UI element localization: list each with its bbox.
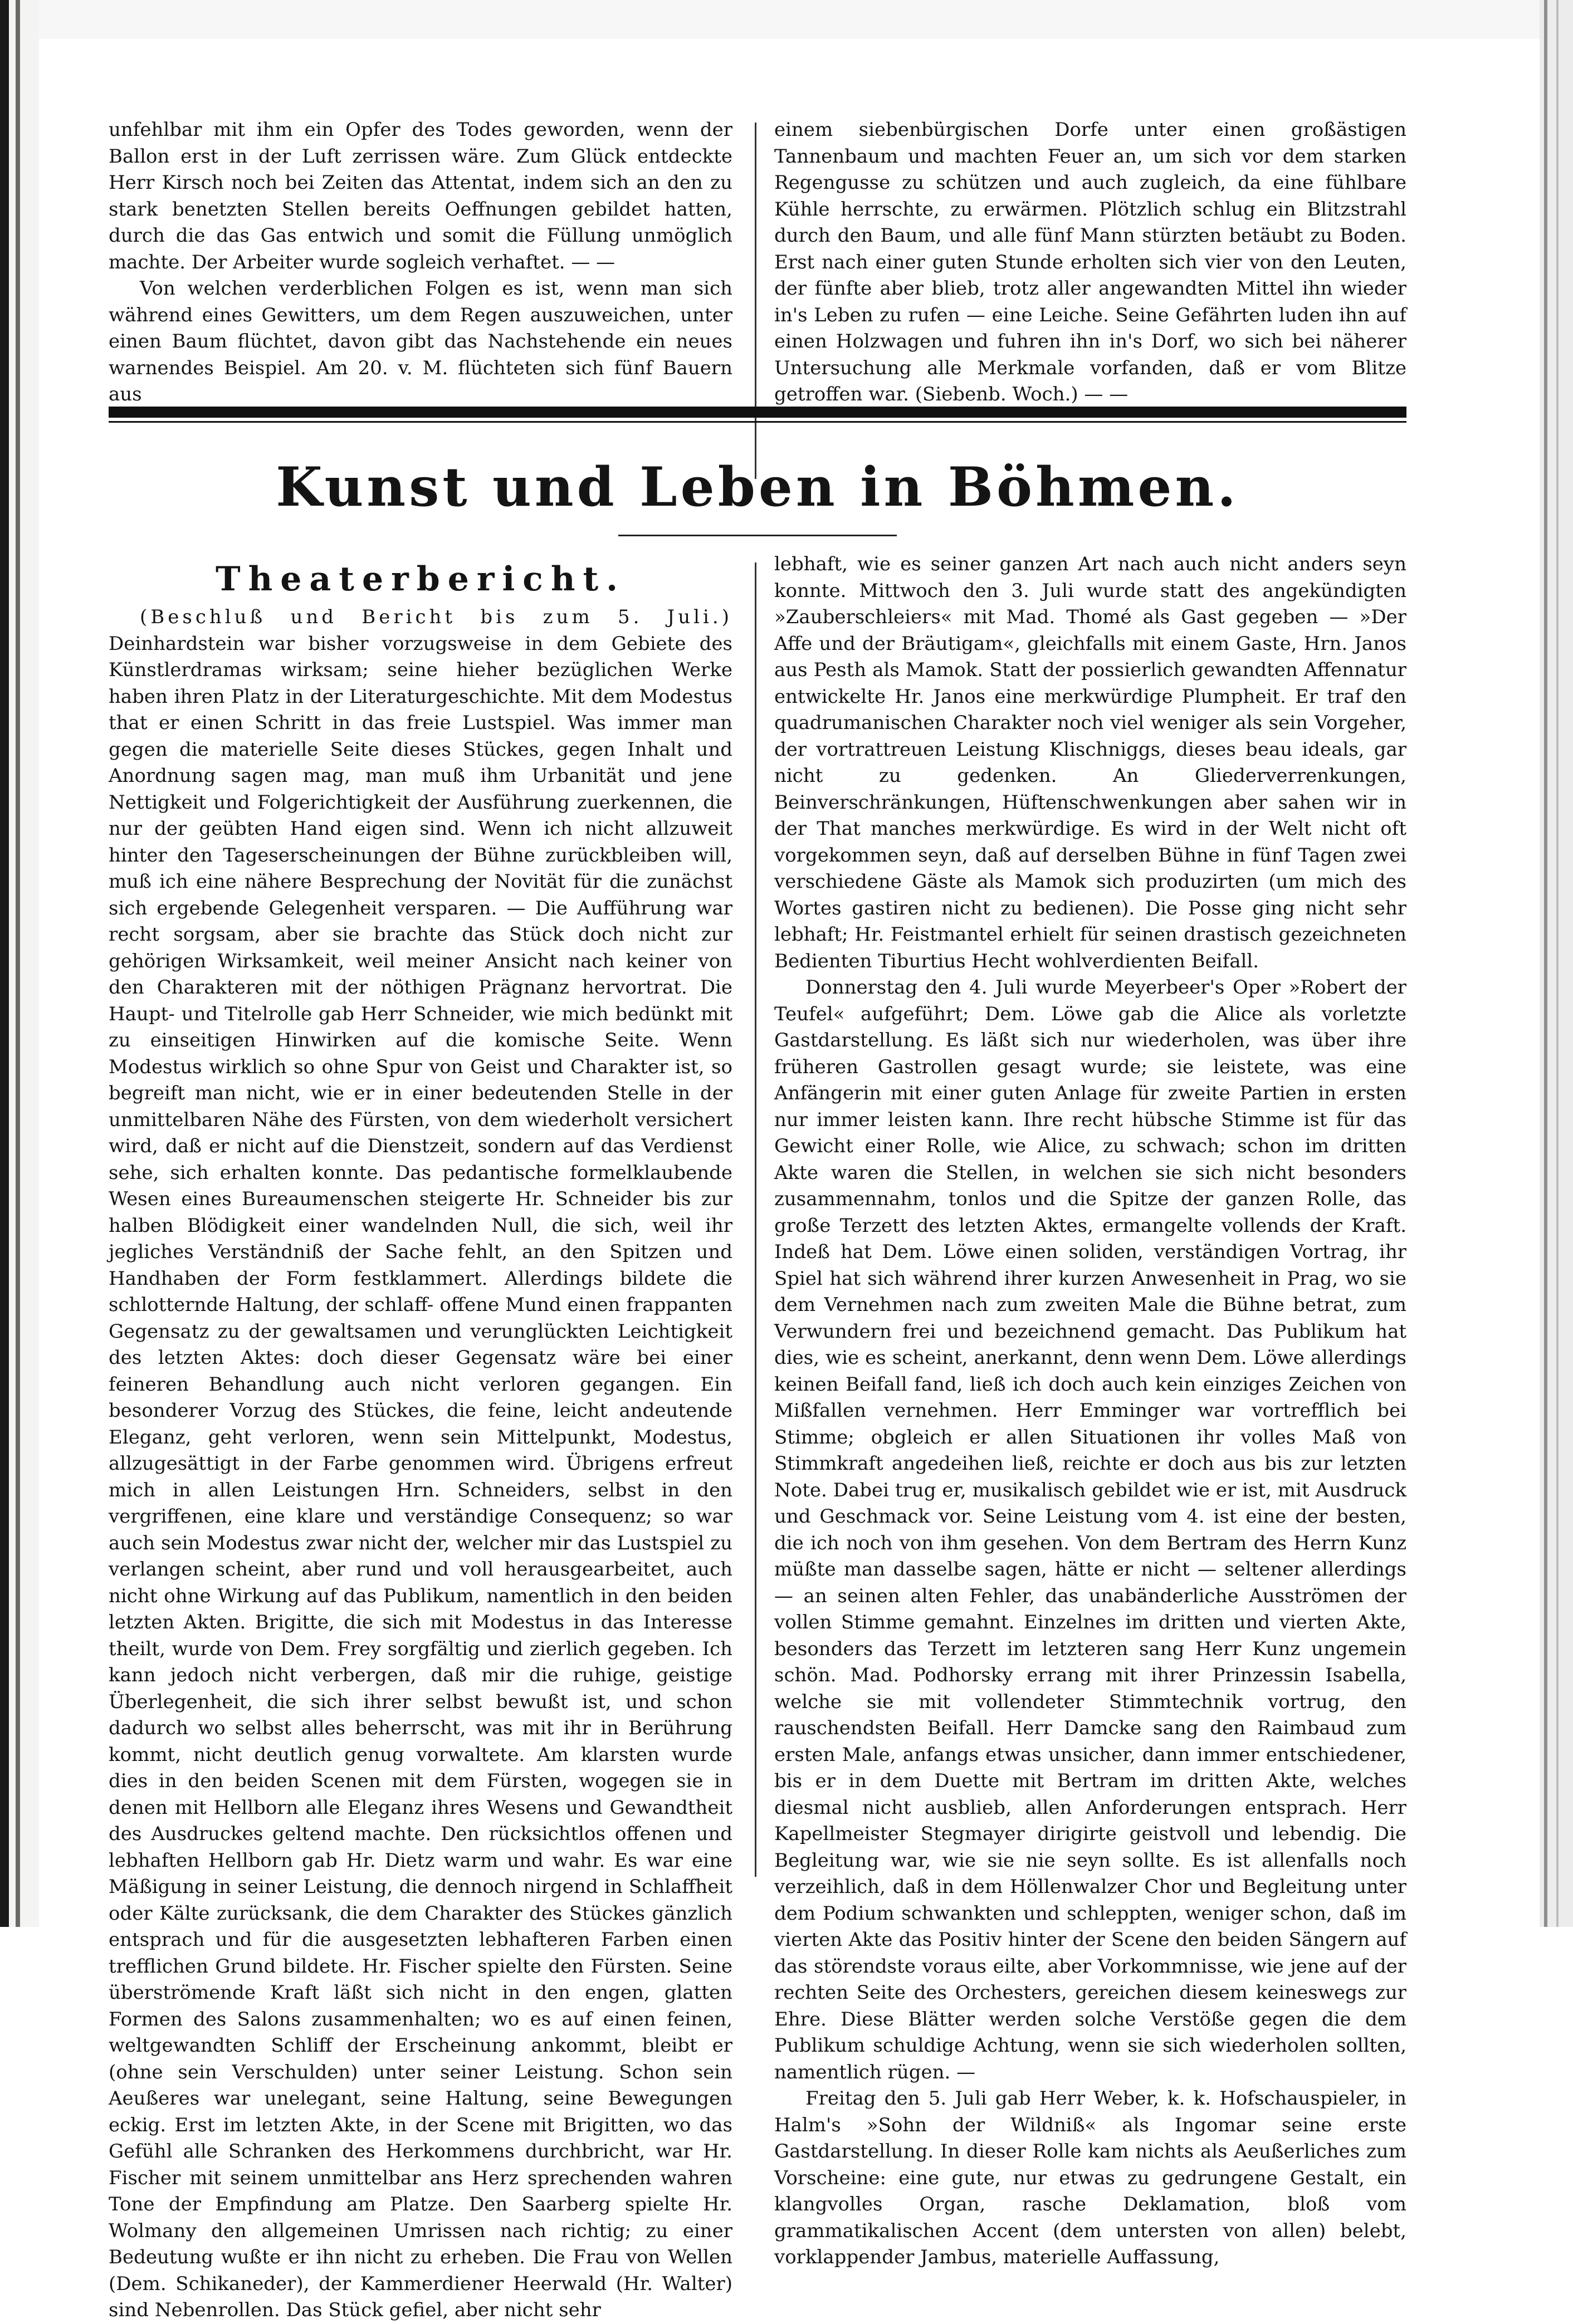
top-left-paragraph-1: unfehlbar mit ihm ein Opfer des Todes geworden, wenn der Ballon erst in der Luft zerrissen wäre. Zum Glück entdeckte Herr Kirsch noch bei Zeiten das Attentat, indem sich an den zu stark benetzten Stellen bereits Oeffnungen gebildet hatten, durch die das Gas entwich und somit die Füllung unmöglich machte. Der Arbeiter wurde sogleich verhaftet. — — (109, 119, 732, 273)
article-right-paragraph-1: lebhaft, wie es seiner ganzen Art nach auch nicht anders seyn konnte. Mittwoch den 3. Juli wurde statt des angekündigten »Zauberschleiers« mit Mad. Thomé als Gast gegeben — »Der Affe und der Bräutigam«, gleichfalls mit einem Gaste, Hrn. Janos aus Pesth als Mamok. Statt der possierlich gewandten Affennatur entwickelte Hr. Janos eine merkwürdige Plumpheit. Er traf den quadrumanischen Charakter noch viel weniger als sein Vorgeher, der vortrattreuen Leistung Klischniggs, dieses beau ideals, gar nicht zu gedenken. An Gliederverrenkungen, Beinverschränkungen, Hüftenschwenkungen aber sahen wir in der That manches merkwürdige. Es wird in der Welt nicht oft vorgekommen seyn, daß auf derselben Bühne in fünf Tagen zwei verschiedene Gäste als Mamok sich produzirten (um mich des Wortes gastiren nicht zu bedienen). Die Posse ging nicht sehr lebhaft; Hr. Feistmantel erhielt für seinen drastisch gezeichneten Bedienten Tiburtius Hecht wohlverdienten Beifall. (774, 553, 1406, 972)
article-left-paragraph (109, 604, 732, 2324)
section-rule (109, 407, 1406, 423)
article-right-paragraph-2: Donnerstag den 4. Juli wurde Meyerbeer's Oper »Robert der Teufel« aufgeführt; Dem. Löwe gab die Alice als vorletzte Gastdarstellung. Es läßt sich nur wiederholen, was über ihre früheren Gastrollen gesagt wurde; sie leistete, was eine Anfängerin mit einer guten Anlage für zweite Partien in ersten nur immer leisten kann. Ihre recht hübsche Stimme ist für das Gewicht einer Rolle, wie Alice, zu schwach; schon im dritten Akte waren die Stellen, in welchen sie sich nicht besonders zusammennahm, tonlos und die Spitze der ganzen Rolle, das große Terzett des letzten Aktes, ermangelte vollends der Kraft. Indeß hat Dem. Löwe einen soliden, verständigen Vortrag, ihr Spiel hat sich während ihrer kurzen Anwesenheit in Prag, wo sie dem Vernehmen nach zum zweiten Male die Bühne betrat, zum Verwundern frei und bezeichnend gemacht. Das Publikum hat dies, wie es scheint, anerkannt, denn wenn Dem. Löwe allerdings keinen Beifall fand, ließ ich doch auch kein einziges Zeichen von Mißfallen vernehmen. Herr Emminger war vortrefflich bei Stimme; obgleich er allen Situationen ihr volles Maß von Stimmkraft angedeihen ließ, reichte er doch aus bis zur letzten Note. Dabei trug er, musikalisch gebildet wie er ist, mit Ausdruck und Geschmack vor. Seine Leistung vom 4. ist eine der besten, die ich noch von ihm gesehen. Von dem Bertram des Herrn Kunz müßte man dasselbe sagen, hätte er nicht — seltener allerdings — an seinen alten Fehler, das unabänderliche Ausströmen der vollen Stimme gemahnt. Einzelnes im dritten und vierten Akte, besonders das Terzett im letzteren sang Herr Kunz ungemein schön. Mad. Podhorsky errang mit ihrer Prinzessin Isabella, welche sie mit vollendeter Stimmtechnik vortrug, den rauschendsten Beifall. Herr Damcke sang den Raimbaud zum ersten Male, anfangs etwas unsicher, dann immer entschiedener, bis er in dem Duette mit Bertram im dritten Akte, welches diesmal nicht ausblieb, allen Anforderungen entsprach. Herr Kapellmeister Stegmayer dirigirte geistvoll und lebendig. Die Begleitung war, wie sie nie seyn sollte. Es ist allenfalls noch verzeihlich, daß in dem Höllenwalzer Chor und Begleitung unter dem Podium schwankten und schleppten, weniger schon, daß im vierten Akte das Positiv hinter der Scene den beiden Sängern auf das störendste voraus eilte, aber Vorkommnisse, wie jene auf der rechten Seite des Orchesters, gereichen diesem keineswegs zur Ehre. Diese Blätter werden solche Verstöße gegen die dem Publikum schuldige Achtung, wenn sie sich wiederholen sollten, namentlich rügen. — (774, 976, 1406, 2083)
newspaper-page (109, 117, 1406, 2321)
article-right-column (774, 551, 1406, 2271)
column-divider-top (755, 123, 756, 479)
top-left-column (109, 117, 732, 408)
section-title: Kunst und Leben in Böhmen. (276, 456, 1239, 518)
scan-edge-left (0, 0, 39, 1927)
top-left-paragraph-2: Von welchen verderblichen Folgen es ist, wenn man sich während eines Gewitters, um dem Regen auszuweichen, unter einen Baum flüchtet, davon gibt das Nachstehende ein neues warnendes Beispiel. Am 20. v. M. flüchteten sich fünf Bauern aus (109, 277, 732, 405)
title-underline (618, 535, 897, 536)
article-left-body: Deinhardstein war bisher vorzugsweise in dem Gebiete des Künstlerdramas wirksam; seine hieher bezüglichen Werke haben ihren Platz in der Literaturgeschichte. Mit dem Modestus that er einen Schritt in das freie Lustspiel. Was immer man gegen die materielle Seite dieses Stückes, gegen Inhalt und Anordnung sagen mag, man muß ihm Urbanität und jene Nettigkeit und Folgerichtigkeit der Ausführung zuerkennen, die nur der geübten Hand eigen sind. Wenn ich nicht allzuweit hinter den Tageserscheinungen der Bühne zurückbleiben will, muß ich eine nähere Besprechung der Novität für die zunächst sich ergebende Gelegenheit versparen. — Die Aufführung war recht sorgsam, aber sie brachte das Stück doch nicht zur gehörigen Wirksamkeit, weil meiner Ansicht nach keiner von den Charakteren mit der nöthigen Prägnanz hervortrat. Die Haupt- und Titelrolle gab Herr Schneider, wie mich bedünkt mit zu einseitigen Hinwirken auf die komische Seite. Wenn Modestus wirklich so ohne Spur von Geist und Charakter ist, so begreift man nicht, wie er in einer bedeutenden Stelle in der unmittelbaren Nähe des Fürsten, von dem wiederholt versichert wird, daß er nicht auf die Dienstzeit, sondern auf das Verdienst sehe, sich erhalten konnte. Das pedantische formelklaubende Wesen eines Bureaumenschen steigerte Hr. Schneider bis zur halben Blödigkeit einer wandelnden Null, die sich, weil ihr jegliches Verständniß der Sache fehlt, an den Spitzen und Handhaben der Form festklammert. Allerdings bildete die schlotternde Haltung, der schlaff- offene Mund einen frappanten Gegensatz zu der gewaltsamen und verunglückten Leichtigkeit des letzten Aktes: doch dieser Gegensatz wäre bei einer feineren Behandlung auch nicht verloren gegangen. Ein besonderer Vorzug des Stückes, die feine, leicht andeutende Eleganz, geht verloren, wenn sein Mittelpunkt, Modestus, allzugesättigt in der Farbe genommen wird. Übrigens erfreut mich in allen Leistungen Hrn. Schneiders, selbst in den vergriffenen, eine klare und verständige Consequenz; so war auch sein Modestus zwar nicht der, welcher mir das Lustspiel zu verlangen scheint, aber rund und voll herausgearbeitet, auch nicht ohne Wirkung auf das Publikum, namentlich in den beiden letzten Akten. Brigitte, die sich mit Modestus in das Interesse theilt, wurde von Dem. Frey sorgfältig und zierlich gegeben. Ich kann jedoch nicht verbergen, daß mir die ruhige, geistige Überlegenheit, die sich ihrer selbst bewußt ist, und schon dadurch wo selbst alles beherrscht, was mit ihr in Berührung kommt, nicht deutlich genug vorwaltete. Am klarsten wurde dies in den beiden Scenen mit dem Fürsten, wogegen sie in denen mit Hellborn alle Eleganz ihres Wesens und Gewandtheit des Ausdruckes geltend machte. Den rücksichtlos offenen und lebhaften Hellborn gab Hr. Dietz warm und wahr. Es war eine Mäßigung in seiner Leistung, die dennoch nirgend in Schlaffheit oder Kälte zurücksank, die dem Charakter des Stückes gänzlich entsprach und für die ausgesetzten lebhafteren Farben einen trefflichen Grund bildete. Hr. Fischer spielte den Fürsten. Seine überströmende Kraft läßt sich nicht in den engen, glatten Formen des Salons zusammenhalten; wo es auf einen feinen, weltgewandten Schliff der Erscheinung ankommt, bleibt er (ohne sein Verschulden) unter seiner Leistung. Schon sein Aeußeres war unelegant, seine Haltung, seine Bewegungen eckig. Erst im letzten Akte, in der Scene mit Brigitten, wo das Gefühl alle Schranken des Herkommens durchbricht, war Hr. Fischer mit seinem unmittelbar ans Herz sprechenden wahren Tone der Empfindung am Platze. Den Saarberg spielte Hr. Wolmany den allgemeinen Umrissen nach richtig; zu einer Bedeutung wußte er ihn nicht zu erheben. Die Frau von Wellen (Dem. Schikaneder), der Kammerdiener Heerwald (Hr. Walter) sind Nebenrollen. Das Stück gefiel, aber nicht sehr (109, 632, 732, 2321)
scan-top-margin (39, 0, 1540, 39)
column-divider-bottom (755, 562, 756, 1877)
top-right-paragraph: einem siebenbürgischen Dorfe unter einen großästigen Tannenbaum und machten Feuer an, um sich vor dem starken Regengusse zu schützen und auch zugleich, da eine fühlbare Kühle herrschte, zu erwärmen. Plötzlich schlug ein Blitzstrahl durch den Baum, und alle fünf Mann stürzten betäubt zu Boden. Erst nach einer guten Stunde erholten sich vier von den Leuten, der fünfte aber blieb, trotz aller angewandten Mittel ihn wieder in's Leben zu rufen — eine Leiche. Seine Gefährten luden ihn auf einen Holzwagen und fuhren ihn in's Dorf, wo sich bei näherer Untersuchung alle Merkmale vorfanden, daß er vom Blitze getroffen war. (Siebenb. Woch.) — — (774, 119, 1406, 405)
article-left-column (109, 604, 732, 2324)
article-right-paragraph-3: Freitag den 5. Juli gab Herr Weber, k. k. Hofschauspieler, in Halm's »Sohn der Wildniß« als Ingomar seine erste Gastdarstellung. In dieser Rolle kam nichts als Aeußerliches zum Vorscheine: eine gute, nur etwas zu gedrungene Gestalt, ein klangvolles Organ, rasche Deklamation, bloß vom grammatikalischen Accent (dem untersten von allen) belebt, vorklappender Jambus, materielle Auffassung, (774, 2087, 1406, 2268)
article-lead: (Beschluß und Bericht bis zum 5. Juli.) (140, 606, 732, 628)
scan-edge-right (1540, 0, 1573, 1927)
top-right-column (774, 117, 1406, 408)
article-subtitle: Theaterbericht. (215, 560, 626, 599)
